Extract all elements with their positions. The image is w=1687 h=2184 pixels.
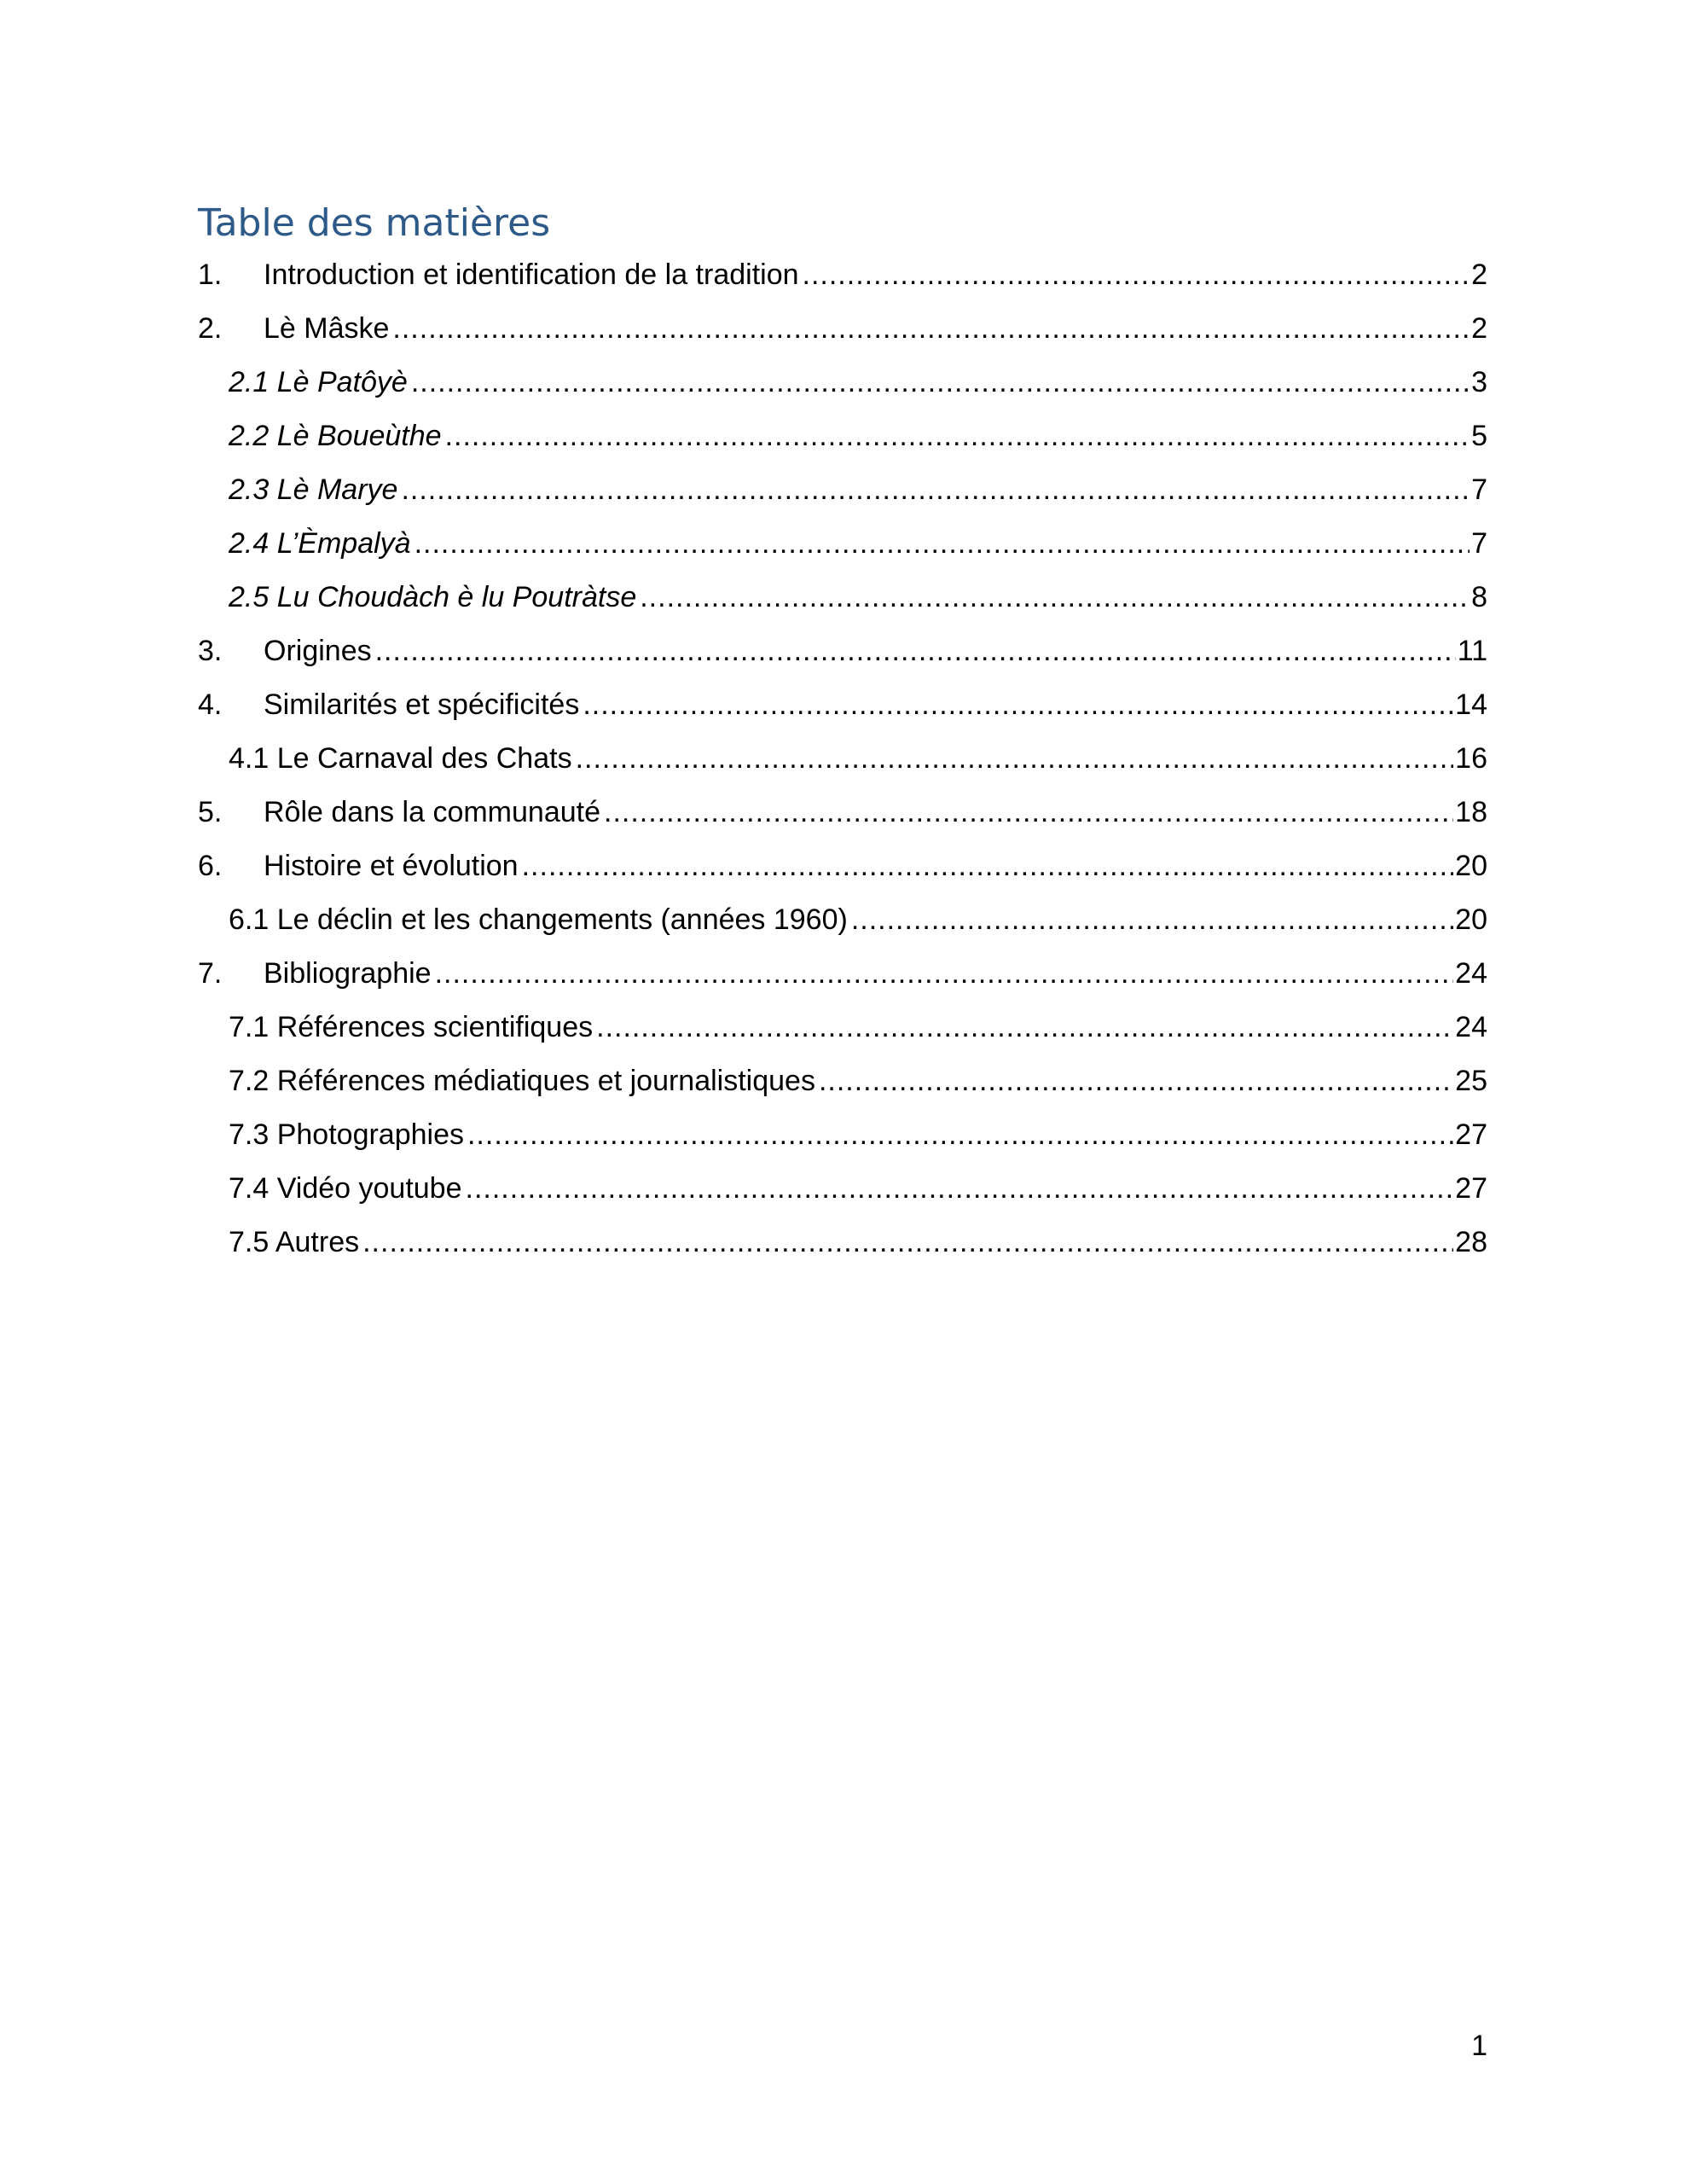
toc-dot-leader	[604, 786, 1453, 839]
toc-entry-title: 6.1 Le déclin et les changements (années 1960)	[229, 903, 848, 936]
toc-entry-page: 24	[1455, 1011, 1487, 1043]
toc-entry[interactable]	[198, 463, 1487, 517]
toc-entry-title: Rôle dans la communauté	[264, 796, 601, 828]
toc-entry[interactable]	[198, 732, 1487, 786]
toc-entry-title: Introduction et identification de la tradition	[264, 258, 799, 291]
toc-entry-page: 16	[1455, 742, 1487, 775]
toc-entry-number: 5.	[198, 796, 223, 828]
toc-dot-leader	[522, 839, 1454, 893]
toc-entry-title: 7.1 Références scientifiques	[229, 1011, 594, 1043]
toc-entry-title: 2.3 Lè Marye	[229, 473, 398, 506]
toc-dot-leader	[362, 1216, 1453, 1269]
toc-dot-leader	[467, 1108, 1453, 1162]
toc-entry-title: 2.2 Lè Boueùthe	[229, 420, 442, 452]
toc-dot-leader	[435, 947, 1454, 1001]
toc-entry[interactable]	[198, 893, 1487, 947]
toc-entry-number: 6.	[198, 850, 223, 882]
toc-entry[interactable]	[198, 1108, 1487, 1162]
toc-entry[interactable]	[198, 1162, 1487, 1216]
toc-entry-title: 4.1 Le Carnaval des Chats	[229, 742, 572, 775]
toc-dot-leader	[583, 678, 1453, 732]
toc-dot-leader	[401, 463, 1470, 517]
toc-entry[interactable]	[198, 1001, 1487, 1054]
toc-dot-leader	[415, 517, 1470, 571]
toc-entry-page: 18	[1455, 796, 1487, 828]
toc-entry-title: 2.4 L’Èmpalyà	[229, 527, 411, 560]
toc-entry-title: 7.3 Photographies	[229, 1118, 464, 1151]
toc-dot-leader	[596, 1001, 1453, 1054]
page-number: 1	[1471, 2030, 1487, 2062]
toc-entry-number: 3.	[198, 635, 223, 667]
toc-dot-leader	[640, 571, 1470, 624]
toc-entry[interactable]	[198, 517, 1487, 571]
table-of-contents	[198, 248, 1487, 1269]
toc-dot-leader	[375, 624, 1456, 678]
toc-entry[interactable]	[198, 410, 1487, 463]
toc-entry[interactable]	[198, 1216, 1487, 1269]
toc-entry-page: 25	[1455, 1065, 1487, 1097]
toc-entry-title: Origines	[264, 635, 372, 667]
toc-entry[interactable]	[198, 356, 1487, 410]
toc-dot-leader	[803, 248, 1470, 302]
toc-entry-title: 7.2 Références médiatiques et journalistiques	[229, 1065, 815, 1097]
toc-entry-title: Lè Mâske	[264, 312, 390, 345]
toc-entry-page: 2	[1471, 312, 1487, 345]
toc-entry-number: 1.	[198, 258, 223, 291]
toc-entry[interactable]	[198, 786, 1487, 839]
toc-entry-page: 28	[1455, 1226, 1487, 1258]
toc-entry-page: 7	[1471, 527, 1487, 560]
toc-entry[interactable]	[198, 678, 1487, 732]
toc-entry-page: 2	[1471, 258, 1487, 291]
toc-entry-page: 27	[1455, 1172, 1487, 1205]
toc-dot-leader	[411, 356, 1470, 410]
toc-dot-leader	[392, 302, 1470, 356]
toc-entry-page: 7	[1471, 473, 1487, 506]
toc-entry-page: 8	[1471, 581, 1487, 613]
toc-dot-leader	[445, 410, 1470, 463]
toc-entry-page: 27	[1455, 1118, 1487, 1151]
toc-entry-page: 5	[1471, 420, 1487, 452]
toc-entry-page: 3	[1471, 366, 1487, 398]
toc-entry[interactable]	[198, 302, 1487, 356]
toc-dot-leader	[466, 1162, 1454, 1216]
toc-entry-page: 20	[1455, 850, 1487, 882]
toc-entry[interactable]	[198, 947, 1487, 1001]
toc-entry-number: 2.	[198, 312, 223, 345]
toc-title: Table des matières	[198, 201, 551, 245]
toc-entry-title: Histoire et évolution	[264, 850, 519, 882]
toc-entry-title: Similarités et spécificités	[264, 688, 580, 721]
toc-entry-page: 24	[1455, 957, 1487, 990]
toc-entry[interactable]	[198, 248, 1487, 302]
toc-entry-title: 7.5 Autres	[229, 1226, 360, 1258]
toc-entry-title: Bibliographie	[264, 957, 432, 990]
toc-entry-page: 20	[1455, 903, 1487, 936]
toc-entry[interactable]	[198, 571, 1487, 624]
toc-dot-leader	[819, 1054, 1453, 1108]
toc-entry-title: 2.1 Lè Patôyè	[229, 366, 408, 398]
toc-entry-page: 11	[1457, 635, 1487, 667]
toc-entry[interactable]	[198, 624, 1487, 678]
toc-entry-title: 2.5 Lu Choudàch è lu Poutràtse	[229, 581, 637, 613]
toc-entry[interactable]	[198, 1054, 1487, 1108]
toc-entry-number: 4.	[198, 688, 223, 721]
toc-dot-leader	[576, 732, 1454, 786]
toc-dot-leader	[851, 893, 1453, 947]
toc-entry[interactable]	[198, 839, 1487, 893]
toc-entry-number: 7.	[198, 957, 223, 990]
toc-entry-page: 14	[1455, 688, 1487, 721]
toc-entry-title: 7.4 Vidéo youtube	[229, 1172, 462, 1205]
